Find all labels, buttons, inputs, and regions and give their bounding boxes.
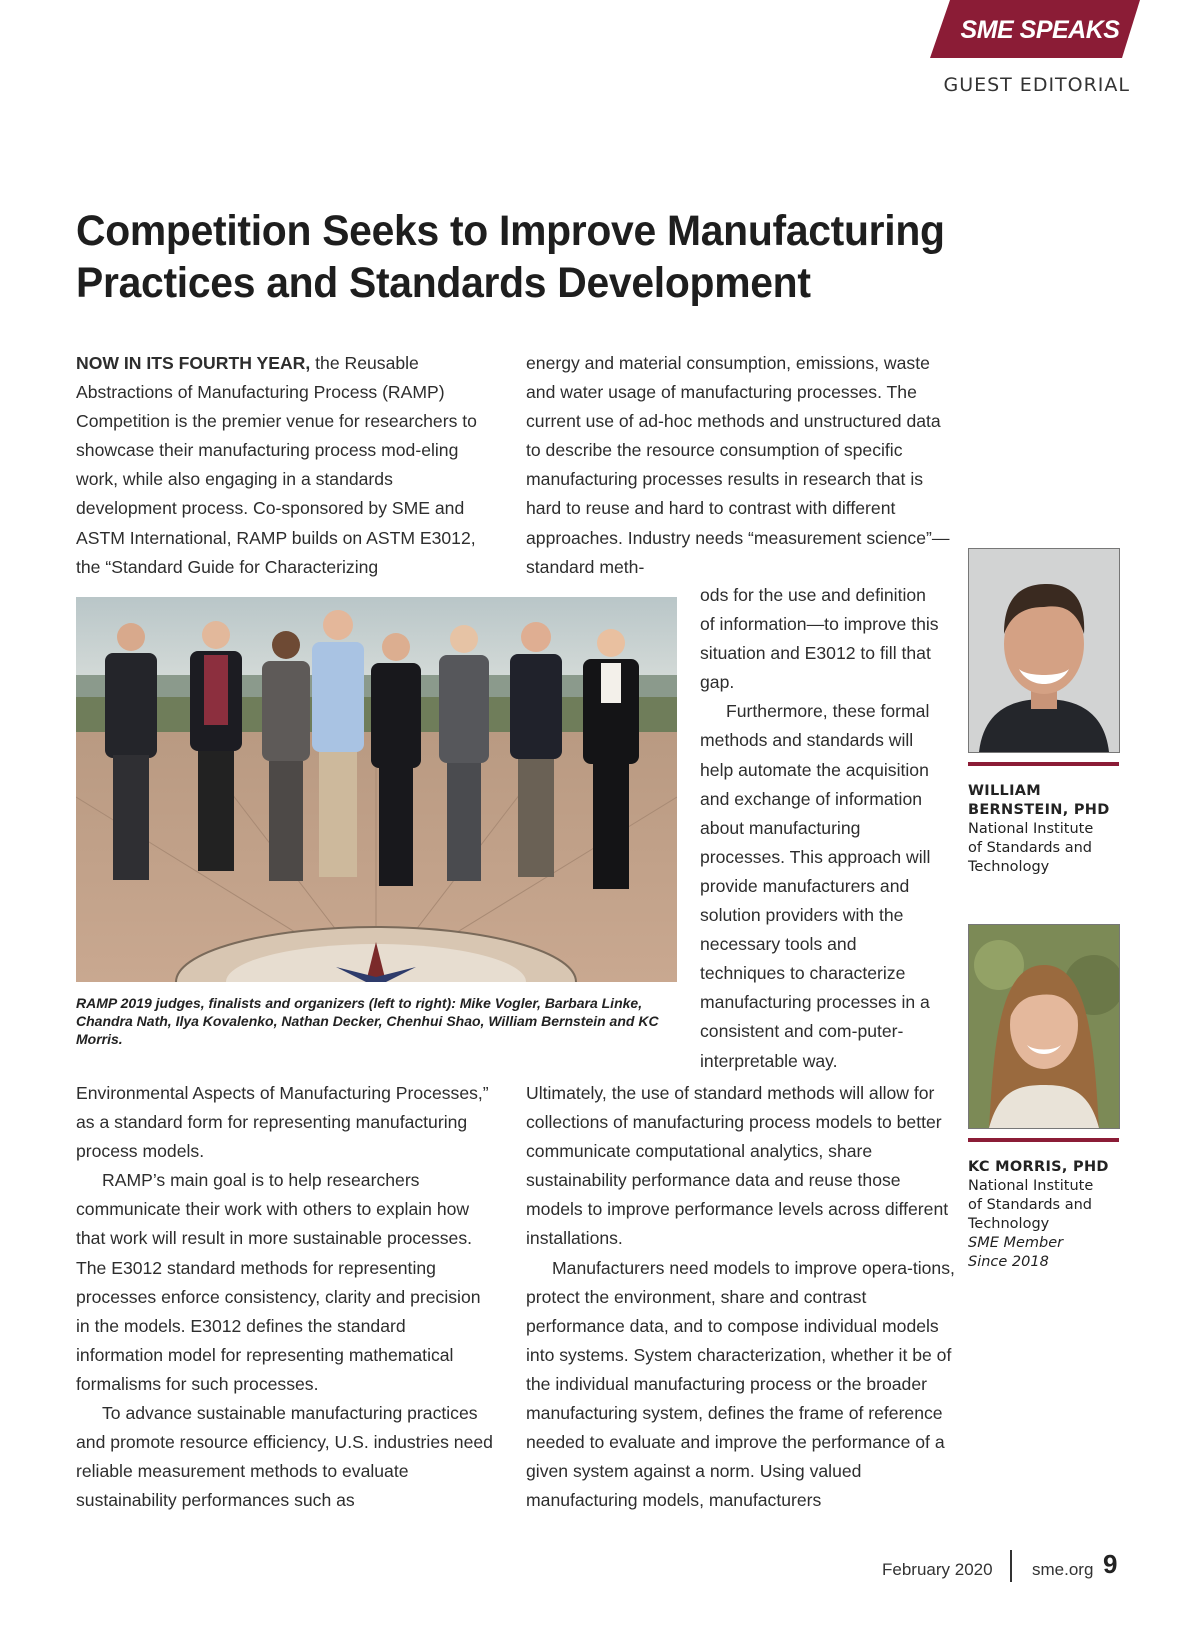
paragraph: energy and material consumption, emissions, waste and water usage of manufacturing processes. The current use of ad-hoc methods and unstructured data to describe the resource consumption of specific manufacturing processes results in research that is hard to reuse and hard to contrast with different approaches. Industry needs “measurement science”—standard meth- [526, 353, 950, 577]
paragraph: Environmental Aspects of Manufacturing Processes,” as a standard form for representing manufacturing process models. [76, 1083, 489, 1162]
author-photo-bernstein [968, 548, 1120, 753]
author-bio-bernstein [968, 782, 1128, 877]
author-bio-morris [968, 1158, 1128, 1272]
author-affiliation: National Institute [968, 821, 1094, 837]
paragraph: Ultimately, the use of standard methods will allow for collections of manufacturing process models to better communicate computational analytics, share sustainability performance data and reuse those models to improve performance levels across different installations. [526, 1083, 949, 1249]
paragraph: Furthermore, these formal methods and standards will help automate the acquisition and exchange of information about manufacturing processes. This approach will provide manufacturers and solution providers with the necessary tools and techniques to characterize manufacturing processes in a consistent and com-puter-interpretable way. [700, 701, 931, 1071]
column-2-bottom [526, 1079, 961, 1515]
author-affiliation: National Institute [968, 1178, 1094, 1194]
article-title: Competition Seeks to Improve Manufacturing Practices and Standards Development [76, 207, 945, 307]
column-1-continued [76, 1079, 496, 1515]
group-photo [76, 597, 677, 982]
author-divider [968, 762, 1119, 766]
column-2-top [526, 349, 956, 582]
footer-divider [1010, 1550, 1012, 1582]
lead-in: NOW IN ITS FOURTH YEAR, [76, 353, 311, 373]
page-number: 9 [1103, 1549, 1118, 1579]
author-affiliation: Technology [968, 1216, 1050, 1232]
issue-date: February 2020 [882, 1560, 993, 1579]
intro-text: the Reusable Abstractions of Manufacturing Process (RAMP) Competition is the premier venue for researchers to showcase their manufacturing process mod-eling work, while also engaging in a standards development process. Co-sponsored by SME and ASTM International, RAMP builds on ASTM E3012, the “Standard Guide for Characterizing [76, 353, 477, 577]
member-status: Since 2018 [968, 1254, 1049, 1270]
author-photo-morris [968, 924, 1120, 1129]
paragraph: ods for the use and definition of information—to improve this situation and E3012 to fill that gap. [700, 585, 939, 693]
column-1-intro [76, 349, 496, 582]
banner-label: SME SPEAKS [960, 16, 1120, 44]
website-link[interactable]: sme.org [1032, 1560, 1094, 1579]
author-name: WILLIAM [968, 783, 1042, 799]
photo-caption: RAMP 2019 judges, finalists and organizers (left to right): Mike Vogler, Barbara Linke, Chandra Nath, Ilya Kovalenko, Nathan Decker, Chenhui Shao, William Bernstein and KC Morris. [76, 995, 659, 1047]
paragraph: Manufacturers need models to improve opera-tions, protect the environment, share and contrast performance data, and to compose individual models into systems. System characterization, whether it be of the individual manufacturing process or the broader manufacturing system, defines the frame of reference needed to evaluate and improve the performance of a given system against a norm. Using valued manufacturing models, manufacturers [526, 1257, 955, 1511]
author-affiliation: Technology [968, 859, 1050, 875]
author-name: KC MORRIS, PHD [968, 1159, 1109, 1175]
author-name: BERNSTEIN, PHD [968, 802, 1110, 818]
author-affiliation: of Standards and [968, 840, 1092, 856]
paragraph: RAMP’s main goal is to help researchers communicate their work with others to explain how that work will result in more sustainable processes. The E3012 standard methods for representing processes enforce consistency, clarity and precision in the models. E3012 defines the standard information model for representing mathematical formalisms for such processes. [76, 1170, 481, 1394]
author-divider [968, 1138, 1119, 1142]
author-affiliation: of Standards and [968, 1197, 1092, 1213]
section-label: GUEST EDITORIAL [943, 74, 1130, 96]
member-status: SME Member [968, 1235, 1064, 1251]
paragraph: To advance sustainable manufacturing practices and promote resource efficiency, U.S. industries need reliable measurement methods to evaluate sustainability performances such as [76, 1403, 493, 1511]
column-2-narrow [700, 581, 945, 1076]
